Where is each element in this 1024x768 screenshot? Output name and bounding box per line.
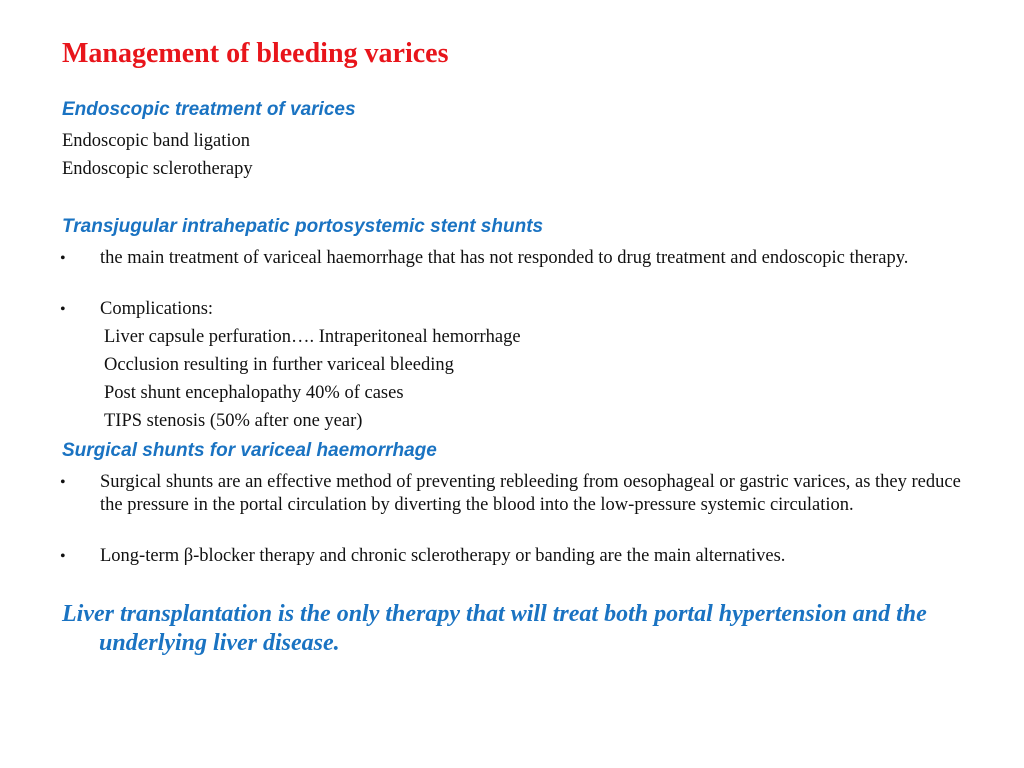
bullet-icon: • (60, 301, 66, 318)
complication-item: Liver capsule perfuration…. Intraperitoneal hemorrhage (104, 327, 521, 347)
section-heading-surgical: Surgical shunts for variceal haemorrhage (62, 440, 437, 461)
complication-item: TIPS stenosis (50% after one year) (104, 411, 363, 431)
bullet-icon: • (60, 250, 66, 267)
complication-item: Occlusion resulting in further variceal bleeding (104, 355, 454, 375)
list-item: Endoscopic band ligation (62, 131, 251, 151)
conclusion-text: Liver transplantation is the only therapy that will treat both portal hypertension and the underlying liver disease. (62, 601, 927, 656)
tips-bullet-complications: Complications: (100, 299, 214, 319)
surgical-bullet-alternatives: Long-term β-blocker therapy and chronic sclerotherapy or banding are the main alternatives. (100, 546, 786, 566)
surgical-bullet-shunts: Surgical shunts are an effective method of preventing rebleeding from oesophageal or gastric varices, as they reduce the pressure in the portal circulation by diverting the blood into the low-pressure systemic circulation. (100, 472, 961, 515)
tips-bullet-main-treatment: the main treatment of variceal haemorrhage that has not responded to drug treatment and endoscopic therapy. (100, 248, 909, 268)
bullet-icon: • (60, 548, 66, 565)
complication-item: Post shunt encephalopathy 40% of cases (104, 383, 404, 403)
section-heading-endoscopic: Endoscopic treatment of varices (62, 99, 356, 120)
bullet-icon: • (60, 474, 66, 491)
page-title: Management of bleeding varices (62, 38, 449, 69)
section-heading-tips: Transjugular intrahepatic portosystemic stent shunts (62, 216, 544, 237)
list-item: Endoscopic sclerotherapy (62, 159, 253, 179)
